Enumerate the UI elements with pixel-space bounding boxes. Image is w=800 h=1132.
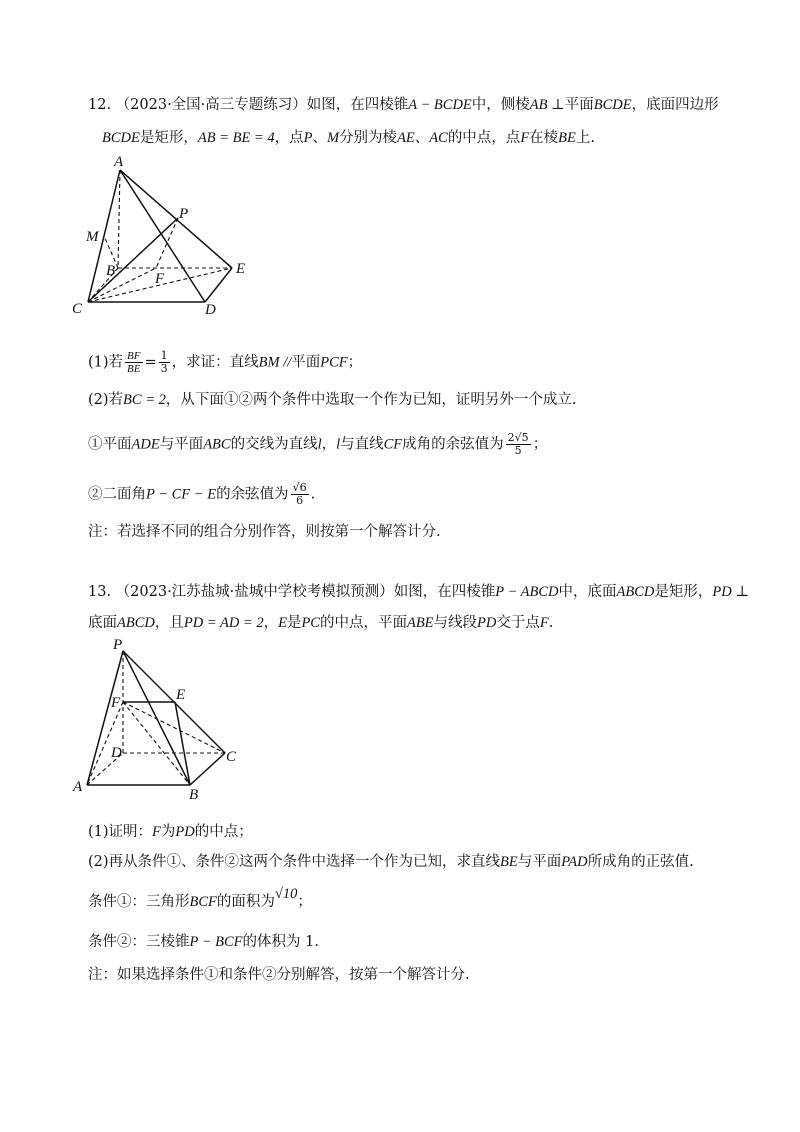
q12-number: 12. [88, 97, 112, 113]
edge-cp [88, 218, 178, 302]
q13-part2: (2)再从条件①、条件②这两个条件中选择一个作为已知，求直线BE与平面PAD所成角的正弦值. [88, 854, 694, 870]
label-f: F [111, 695, 121, 711]
label-p: P [113, 637, 123, 653]
q13-condition1: 条件①：三角形BCF的面积为√10； [88, 886, 312, 910]
edge-bc [190, 753, 225, 785]
q13-part1: (1)证明：F为PD的中点； [88, 824, 253, 840]
q13-line2: 底面ABCD，且PD = AD = 2，E是PC的中点，平面ABE与线段PD交于点F. [88, 615, 554, 631]
edge-cf [88, 268, 156, 302]
label-c: C [226, 749, 237, 765]
label-a: A [73, 779, 83, 795]
label-d: D [205, 302, 216, 318]
q13-number: 13. [88, 584, 112, 600]
q12-condition1: ①平面ADE与平面ABC的交线为直线l，l与直线CF成角的余弦值为 $\frac{2√5}{5}$ ； [88, 431, 548, 457]
q12-line1: 12. （2023·全国·高三专题练习）如图，在四棱锥A − BCDE中，侧棱AB ⊥平面BCDE，底面四边形 [88, 97, 719, 113]
label-e: E [236, 261, 246, 277]
edge-fa [87, 702, 123, 785]
label-a: A [114, 154, 124, 170]
edge-ab [118, 170, 120, 268]
q12-condition2: ②二面角P − CF − E的余弦值为 $\frac{√6}{6}$ . [88, 481, 316, 507]
q13-condition2: 条件②：三棱锥P − BCF的体积为 1. [88, 934, 319, 950]
label-c: C [72, 301, 83, 317]
edge-eb [175, 702, 190, 785]
edge-pb [123, 651, 190, 785]
label-b: B [106, 263, 116, 279]
q12-part1: (1)若 $\frac{BF}{BE}$ = $\frac{1}{3}$ ，求证：直线BM //平面PCF； [88, 349, 363, 375]
q13-figure [65, 635, 255, 805]
edge-fc [123, 702, 225, 753]
q12-figure [60, 150, 260, 320]
q13-note: 注：如果选择条件①和条件②分别解答，按第一个解答计分. [88, 967, 470, 983]
q12-line2: BCDE是矩形，AB = BE = 4，点P、M分别为棱AE、AC的中点，点F在棱BE上. [102, 130, 595, 146]
q13-source: （2023·江苏盐城·盐城中学校考模拟预测）如图，在四棱锥 [115, 584, 496, 600]
edge-pa [87, 651, 123, 785]
label-d: D [111, 745, 122, 761]
q13-line1: 13. （2023·江苏盐城·盐城中学校考模拟预测）如图，在四棱锥P − ABCD中，底面ABCD是矩形，PD ⊥ [88, 584, 749, 600]
edge-de [205, 268, 232, 302]
label-f: F [155, 271, 165, 287]
label-e: E [176, 687, 186, 703]
q12-note: 注：若选择不同的组合分别作答，则按第一个解答计分. [88, 524, 441, 540]
q12-part2: (2)若BC = 2，从下面①②两个条件中选取一个作为已知，证明另外一个成立. [88, 392, 577, 408]
q12-source: （2023·全国·高三专题练习）如图，在四棱锥 [115, 97, 409, 113]
label-b: B [189, 787, 199, 803]
label-m: M [86, 229, 99, 245]
edge-fb [123, 702, 190, 785]
label-p: P [179, 206, 189, 222]
